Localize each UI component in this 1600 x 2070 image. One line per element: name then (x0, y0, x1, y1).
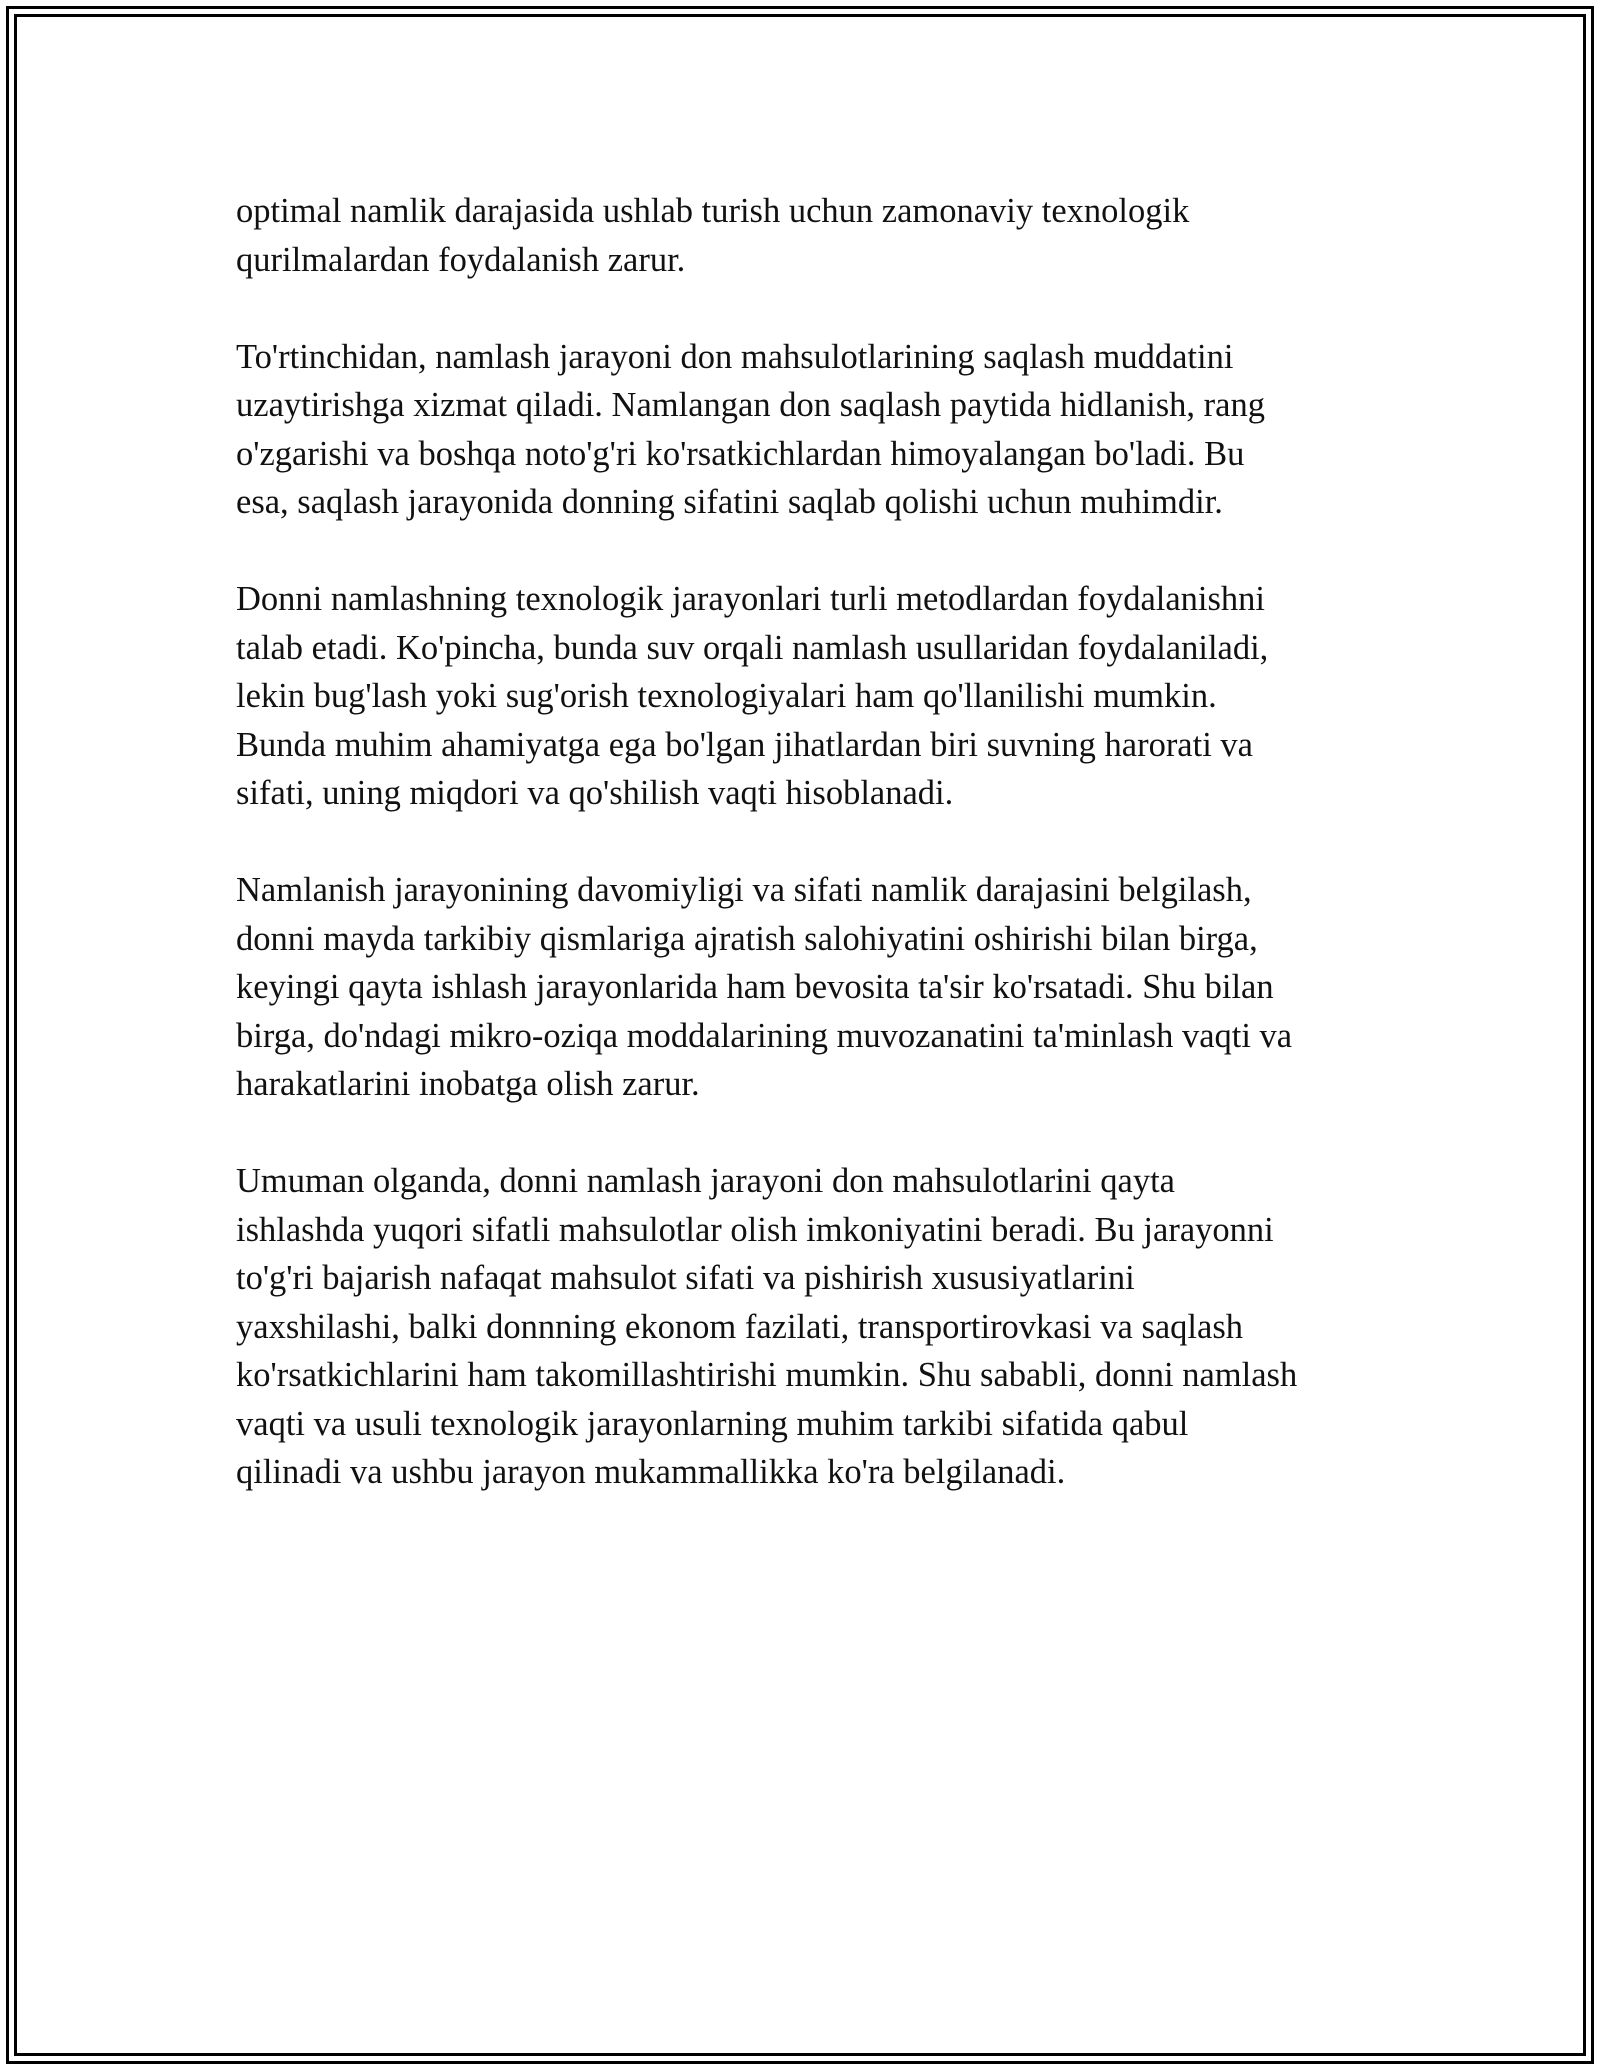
document-body (236, 187, 1376, 1545)
paragraph: Donni namlashning texnologik jarayonlari turli metodlardan foydalanishni talab etadi. Ko'pincha, bunda suv orqali namlash usullaridan foydalaniladi, lekin bug'lash yoki sug'orish texnologiyalari ham qo'llanilishi mumkin. Bunda muhim ahamiyatga ega bo'lgan jihatlardan biri suvning harorati va sifati, uning miqdori va qo'shilish vaqti hisoblanadi. (236, 580, 1269, 812)
paragraph: To'rtinchidan, namlash jarayoni don mahsulotlarining saqlash muddatini uzaytirishga xizmat qiladi. Namlangan don saqlash paytida hidlanish, rang o'zgarishi va boshqa noto'g'ri ko'rsatkichlardan himoyalangan bo'ladi. Bu esa, saqlash jarayonida donning sifatini saqlab qolishi uchun muhimdir. (236, 337, 1265, 521)
paragraph: Umuman olganda, donni namlash jarayoni don mahsulotlarini qayta ishlashda yuqori sifatli mahsulotlar olish imkoniyatini beradi. Bu jarayonni to'g'ri bajarish nafaqat mahsulot sifati va pishirish xususiyatlarini yaxshilashi, balki donnning ekonom fazilati, transportirovkasi va saqlash ko'rsatkichlarini ham takomillashtirishi mumkin. Shu sababli, donni namlash vaqti va usuli texnologik jarayonlarning muhim tarkibi sifatida qabul qilinadi va ushbu jarayon mukammallikka ko'ra belgilanadi. (236, 1162, 1298, 1491)
paragraph: optimal namlik darajasida ushlab turish uchun zamonaviy texnologik qurilmalardan foydalanish zarur. (236, 192, 1190, 279)
paragraph: Namlanish jarayonining davomiyligi va sifati namlik darajasini belgilash, donni mayda tarkibiy qismlariga ajratish salohiyatini oshirishi bilan birga, keyingi qayta ishlash jarayonlarida ham bevosita ta'sir ko'rsatadi. Shu bilan birga, do'ndagi mikro-oziqa moddalarining muvozanatini ta'minlash vaqti va harakatlarini inobatga olish zarur. (236, 871, 1293, 1103)
